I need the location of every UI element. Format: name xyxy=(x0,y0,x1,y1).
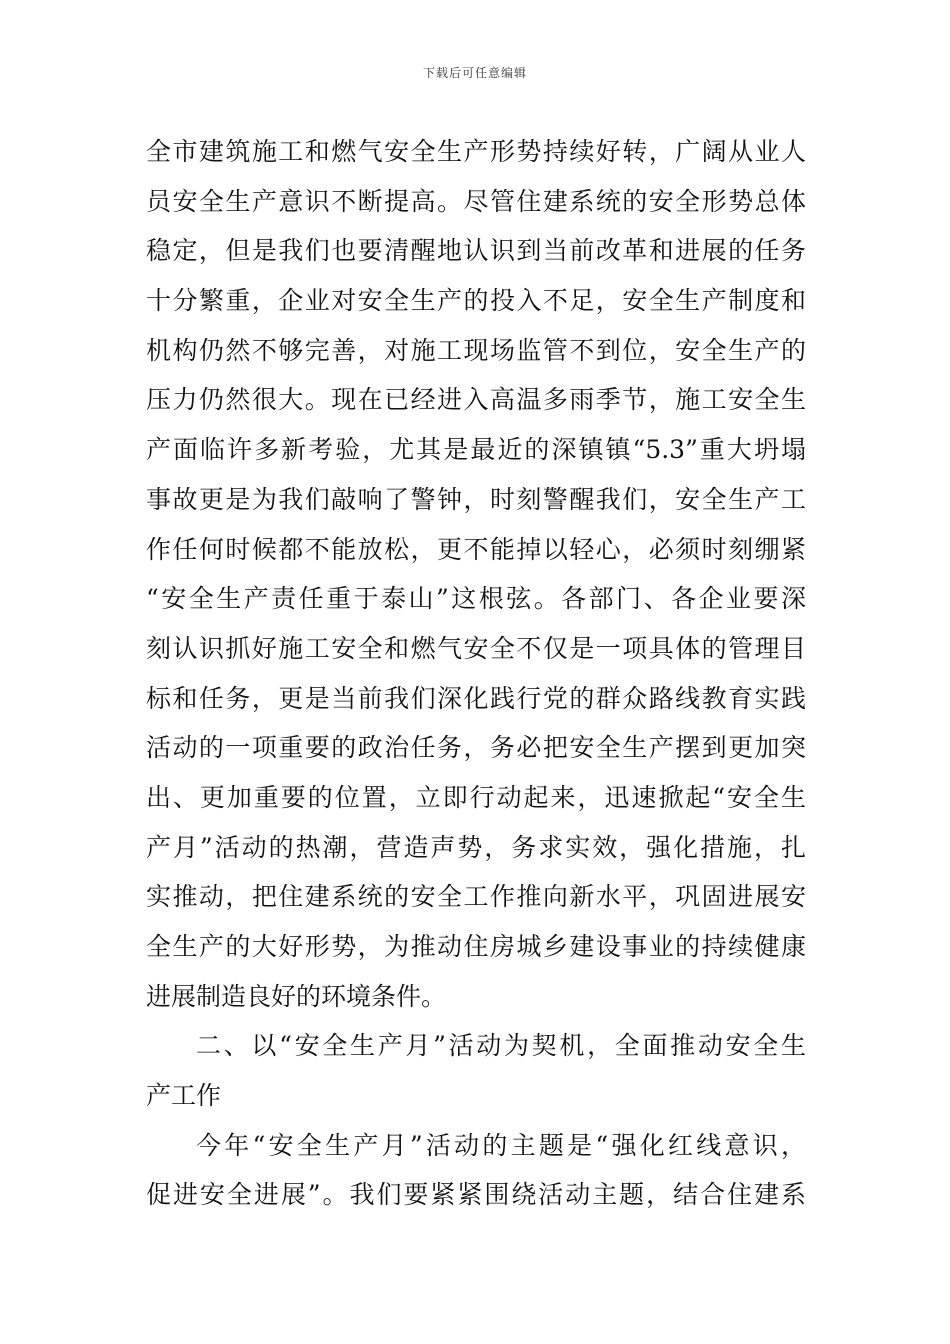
page-header: 下载后可任意编辑 xyxy=(422,66,527,80)
body-line: 刻认识抓好施工安全和燃气安全不仅是一项具体的管理目 xyxy=(146,633,806,663)
document-body xyxy=(146,127,806,1220)
body-line: 促进安全进展”。我们要紧紧围绕活动主题，结合住建系 xyxy=(146,1180,806,1210)
body-line: 全市建筑施工和燃气安全生产形势持续好转，广阔从业人 xyxy=(146,137,806,166)
body-line: 员安全生产意识不断提高。尽管住建系统的安全形势总体 xyxy=(146,186,806,216)
body-line: 进展制造良好的环境条件。 xyxy=(146,981,447,1011)
body-line: “安全生产责任重于泰山”这根弦。各部门、各企业要深 xyxy=(146,584,806,614)
body-line: 实推动，把住建系统的安全工作推向新水平，巩固进展安 xyxy=(146,882,806,912)
body-line: 事故更是为我们敲响了警钟，时刻警醒我们，安全生产工 xyxy=(146,484,806,514)
body-line: 今年“安全生产月”活动的主题是“强化红线意识， xyxy=(196,1130,806,1160)
body-line: 标和任务，更是当前我们深化践行党的群众路线教育实践 xyxy=(146,683,806,713)
body-line: 作任何时候都不能放松，更不能掉以轻心，必须时刻绷紧 xyxy=(146,534,806,564)
section-heading-line: 产工作 xyxy=(146,1081,222,1111)
body-line: 产月”活动的热潮，营造声势，务求实效，强化措施，扎 xyxy=(146,832,806,862)
body-line: 十分繁重，企业对安全生产的投入不足，安全生产制度和 xyxy=(146,286,806,316)
body-line: 出、更加重要的位置，立即行动起来，迅速掀起“安全生 xyxy=(146,782,806,812)
body-line: 机构仍然不够完善，对施工现场监管不到位，安全生产的 xyxy=(146,335,806,365)
body-line: 压力仍然很大。现在已经进入高温多雨季节，施工安全生 xyxy=(146,385,806,415)
body-line: 活动的一项重要的政治任务，务必把安全生产摆到更加突 xyxy=(146,733,806,763)
body-line: 全生产的大好形势，为推动住房城乡建设事业的持续健康 xyxy=(146,932,806,961)
section-heading-line: 二、以“安全生产月”活动为契机，全面推动安全生 xyxy=(196,1031,806,1061)
body-line: 产面临许多新考验，尤其是最近的深镇镇“5.3”重大坍塌 xyxy=(146,435,806,465)
body-line: 稳定，但是我们也要清醒地认识到当前改革和进展的任务 xyxy=(146,236,806,266)
